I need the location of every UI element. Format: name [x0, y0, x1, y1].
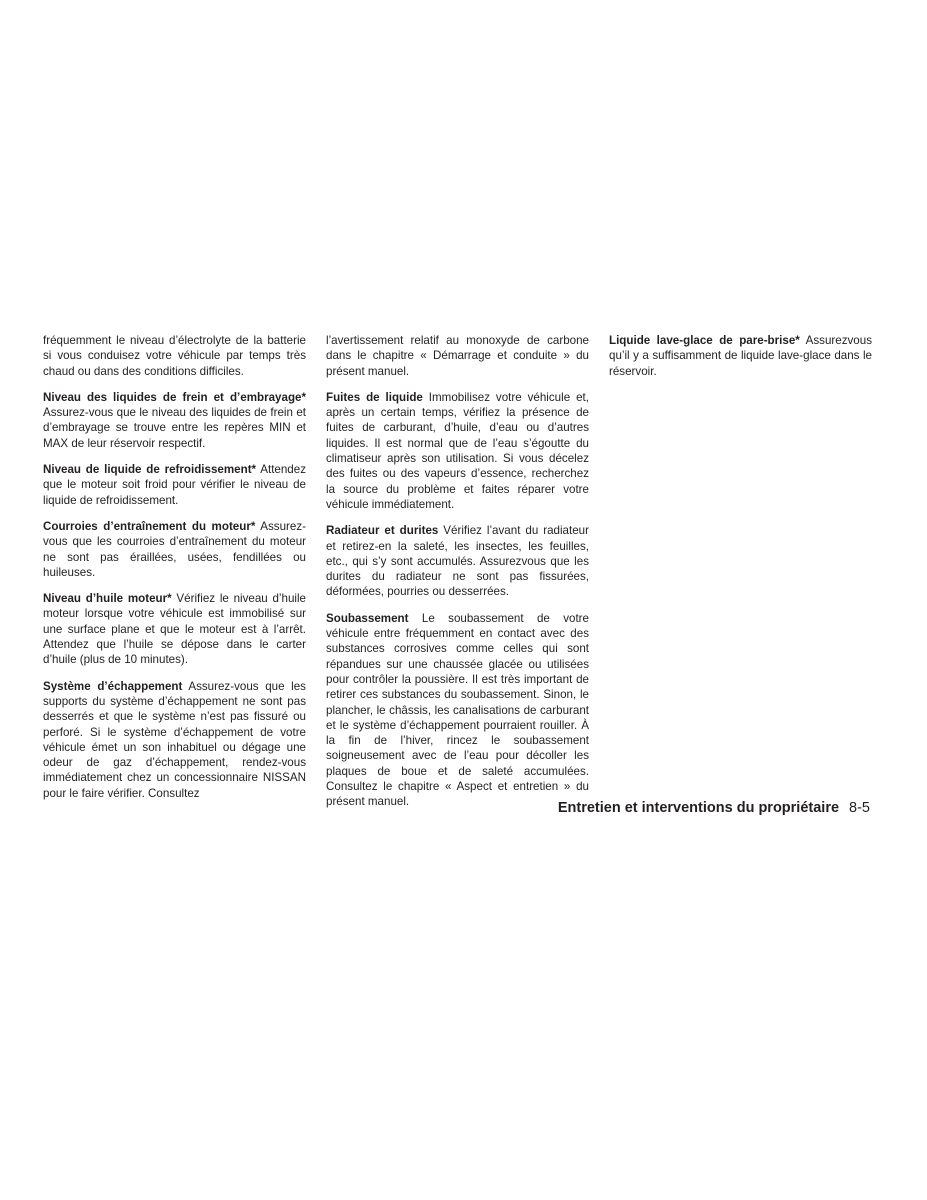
paragraph-underbody: Soubassement Le soubassement de votre véhicule entre fréquemment en contact avec des substances corrosives comme celles qui sont répandues sur une chaussée glacée ou utilisées pour contrôler la poussière. Il est très important de retirer ces substances du soubassement. Sinon, le plancher, le châssis, les canalisations de carburant et le système d’échappement pourraient rouiller. À la fin de l’hiver, rincez le soubassement soigneusement avec de l’eau pour décoller les plaques de boue et de saleté accumulées. Consultez le chapitre « Aspect et entretien » du présent manuel. [326, 611, 589, 809]
page-footer [558, 800, 870, 816]
paragraph-engine-oil: Niveau d’huile moteur* Vérifiez le niveau d’huile moteur lorsque votre véhicule est immobilisé sur une surface plane et que le moteur est à l’arrêt. Attendez que l’huile se dépose dans le carter d’huile (plus de 10 minutes). [43, 592, 307, 667]
paragraph-carbon-monoxide-continued: l’avertissement relatif au monoxyde de carbone dans le chapitre « Démarrage et conduite » du présent manuel. [326, 334, 589, 378]
paragraph-coolant-level: Niveau de liquide de refroidissement* Attendez que le moteur soit froid pour vérifier le niveau de liquide de refroidissement. [43, 463, 306, 507]
paragraph-washer-fluid: Liquide lave-glace de pare-brise* Assurezvous qu’il y a suffisamment de liquide lave-glace dans le réservoir. [609, 334, 872, 378]
paragraph-battery-continued: fréquemment le niveau d’électrolyte de la batterie si vous conduisez votre véhicule par temps très chaud ou dans des conditions difficiles. [43, 334, 306, 378]
section-title: Entretien et interventions du propriétaire [557, 800, 840, 816]
paragraph-drive-belts: Courroies d’entraînement du moteur* Assurez-vous que les courroies d’entraînement du moteur ne sont pas éraillées, usées, fendillées ou huileuses. [43, 519, 306, 579]
column-1 [43, 333, 306, 812]
paragraph-radiator-hoses: Radiateur et durites Vérifiez l’avant du radiateur et retirez-en la saleté, les insectes, les feuilles, etc., qui s’y sont accumulés. Assurezvous que les durites du radiateur ne sont pas fissurées, déformées, pourries ou desserrées. [326, 524, 589, 599]
paragraph-exhaust-system: Système d’échappement Assurez-vous que les supports du système d’échappement ne sont pas desserrés et que le système n’est pas fissuré ou perforé. Si le système d’échappement de votre véhicule émet un son inhabituel ou dégage une odeur de gaz d’échappement, rendez-vous immédiatement chez un concessionnaire NISSAN pour le faire vérifier. Consultez [43, 679, 306, 800]
paragraph-fluid-leaks: Fuites de liquide Immobilisez votre véhicule et, après un certain temps, vérifiez la présence de fuites de carburant, d’huile, d’eau ou d’autres liquides. Il est normal que de l’eau s’égoutte du climatiseur après son utilisation. Si vous décelez des fuites ou des vapeurs d’essence, recherchez la source du problème et faites réparer votre véhicule immédiatement. [326, 390, 589, 511]
column-3 [609, 333, 872, 390]
page-number: 8-5 [849, 800, 870, 816]
column-2 [326, 333, 589, 821]
paragraph-brake-clutch-fluid: Niveau des liquides de frein et d’embrayage* Assurez-vous que le niveau des liquides de frein et d’embrayage se trouve entre les repères MIN et MAX de leur réservoir respectif. [43, 390, 306, 450]
